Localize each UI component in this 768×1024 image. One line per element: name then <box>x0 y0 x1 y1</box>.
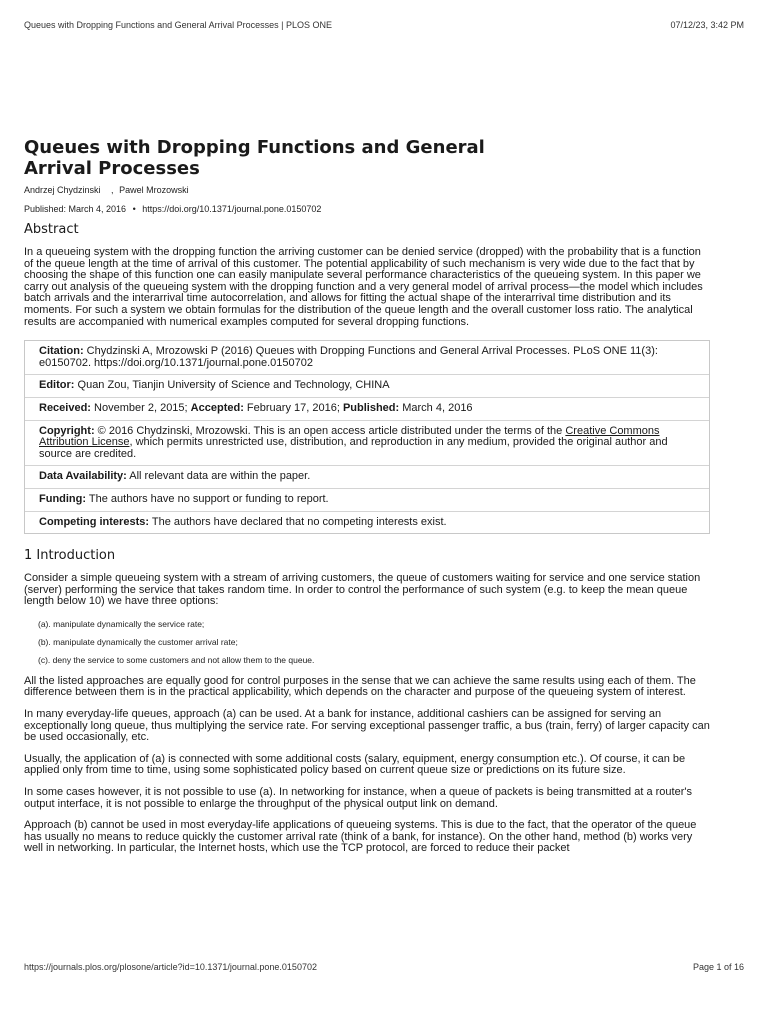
article-info-box <box>24 340 710 534</box>
data-availability-row <box>25 465 709 488</box>
editor-text: Quan Zou, Tianjin University of Science and Technology, CHINA <box>77 379 390 392</box>
citation-label: Citation: <box>39 345 84 358</box>
data-availability-text: All relevant data are within the paper. <box>129 470 311 483</box>
published-info-date: March 4, 2016 <box>402 401 473 414</box>
funding-text: The authors have no support or funding to report. <box>88 492 329 505</box>
author-separator: , <box>111 185 114 195</box>
editor-row <box>25 374 709 397</box>
author-link[interactable]: Pawel Mrozowski <box>119 185 189 195</box>
funding-row <box>25 488 709 511</box>
dates-row <box>25 397 709 420</box>
intro-paragraph: Usually, the application of (a) is connected with some additional costs (salary, equipment, energy consumption etc.). Of course, it can be applied only from time to time, using some sophisticated policy based on current queue size or predictions on its future size. <box>24 752 686 777</box>
citation-row <box>25 341 709 374</box>
page-number: Page 1 of 16 <box>692 962 744 972</box>
option-item: (c). deny the service to some customers and not allow them to the queue. <box>38 654 315 665</box>
citation-text: Chydzinski A, Mrozowski P (2016) Queues with Dropping Functions and General Arrival Processes. PLoS ONE 11(3): e0150702. https://doi.org/10.1371/journal.pone.0150702 <box>39 345 658 369</box>
page-url: https://journals.plos.org/plosone/article?id=10.1371/journal.pone.0150702 <box>24 962 317 972</box>
published-date: Published: March 4, 2016 <box>24 204 127 214</box>
print-footer <box>24 962 744 972</box>
funding-label: Funding: <box>39 492 87 505</box>
article-title: Queues with Dropping Functions and General Arrival Processes <box>24 137 485 179</box>
editor-label: Editor: <box>39 379 75 392</box>
option-item: (b). manipulate dynamically the customer arrival rate; <box>38 636 238 647</box>
option-item: (a). manipulate dynamically the service rate; <box>38 618 205 629</box>
author-list <box>24 185 710 195</box>
intro-paragraph: All the listed approaches are equally good for control purposes in the sense that we can achieve the same results using each of them. The difference between them is in the practical applicability, which depends on the character and purpose of the queueing system of interest. <box>24 674 696 699</box>
copyright-text-end: , which permits unrestricted use, distribution, and reproduction in any medium, provided the original author and source are credited. <box>39 436 668 460</box>
author-link[interactable]: Andrzej Chydzinski <box>24 185 101 195</box>
copyright-label: Copyright: <box>39 424 95 437</box>
article-content <box>24 137 710 865</box>
abstract-heading: Abstract <box>24 222 79 237</box>
doi-link[interactable]: https://doi.org/10.1371/journal.pone.0150702 <box>142 204 322 214</box>
data-availability-label: Data Availability: <box>39 470 127 483</box>
competing-interests-row <box>25 511 709 534</box>
print-header-title: Queues with Dropping Functions and General Arrival Processes | PLOS ONE <box>24 20 332 30</box>
publication-line <box>24 204 710 214</box>
received-label: Received: <box>39 401 91 414</box>
print-header-datetime: 07/12/23, 3:42 PM <box>670 20 744 30</box>
bullet-separator: • <box>132 204 136 214</box>
intro-paragraph: Approach (b) cannot be used in most everyday-life applications of queueing systems. This is due to the fact, that the operator of the queue has usually no means to reduce quickly the customer arrival rate (think of a bank, for instance). On the other hand, method (b) works very well in networking. In particular, the Internet hosts, which use the TCP protocol, are forced to reduce their packet <box>24 819 697 855</box>
intro-paragraph: Consider a simple queueing system with a stream of arriving customers, the queue of customers waiting for service and one service station (server) performing the service that takes random time. In order to control the performance of such system (e.g. to keep the mean queue length below 10) we have three options: <box>24 572 701 608</box>
license-link[interactable]: Creative Commons Attribution License <box>39 424 660 449</box>
accepted-label: Accepted: <box>190 401 244 414</box>
introduction-heading: 1 Introduction <box>24 548 116 564</box>
copyright-row <box>25 420 709 466</box>
abstract-text: In a queueing system with the dropping function the arriving customer can be denied service (dropped) with the probability that is a function of the queue length at the time of arrival of this customer. The potential applicability of such mechanism is very wide due to the fact that by choosing the shape of this function one can easily manipulate several performance characteristics of the queueing system. In this paper we carry out analysis of the queueing system with the dropping function and a very general model of arrival process—the model which includes batch arrivals and the interarrival time autocorrelation, and allows for fitting the actual shape of the interarrival time distribution and its moments. For such a system we obtain formulas for the distribution of the queue length and the overall customer loss ratio. The analytical results are accompanied with numerical examples computed for several dropping functions. <box>24 246 703 328</box>
competing-interests-label: Competing interests: <box>39 515 150 528</box>
copyright-text: © 2016 Chydzinski, Mrozowski. This is an open access article distributed under the terms of the <box>97 424 563 437</box>
accepted-date: February 17, 2016; <box>246 401 340 414</box>
published-label: Published: <box>342 401 400 414</box>
received-date: November 2, 2015; <box>94 401 188 414</box>
print-header <box>24 20 744 30</box>
competing-interests-text: The authors have declared that no competing interests exist. <box>151 515 447 528</box>
intro-paragraph: In many everyday-life queues, approach (a) can be used. At a bank for instance, additional cashiers can be assigned for serving an exceptionally long queue, thus multiplying the service rate. For serving exceptional passenger traffic, a bus (train, ferry) of larger capacity can be used occasionally, etc. <box>24 708 710 744</box>
intro-paragraph: In some cases however, it is not possible to use (a). In networking for instance, when a queue of packets is being transmitted at a router's output interface, it is not possible to enlarge the throughput of the physical output link on demand. <box>24 786 692 810</box>
options-list <box>24 618 710 666</box>
